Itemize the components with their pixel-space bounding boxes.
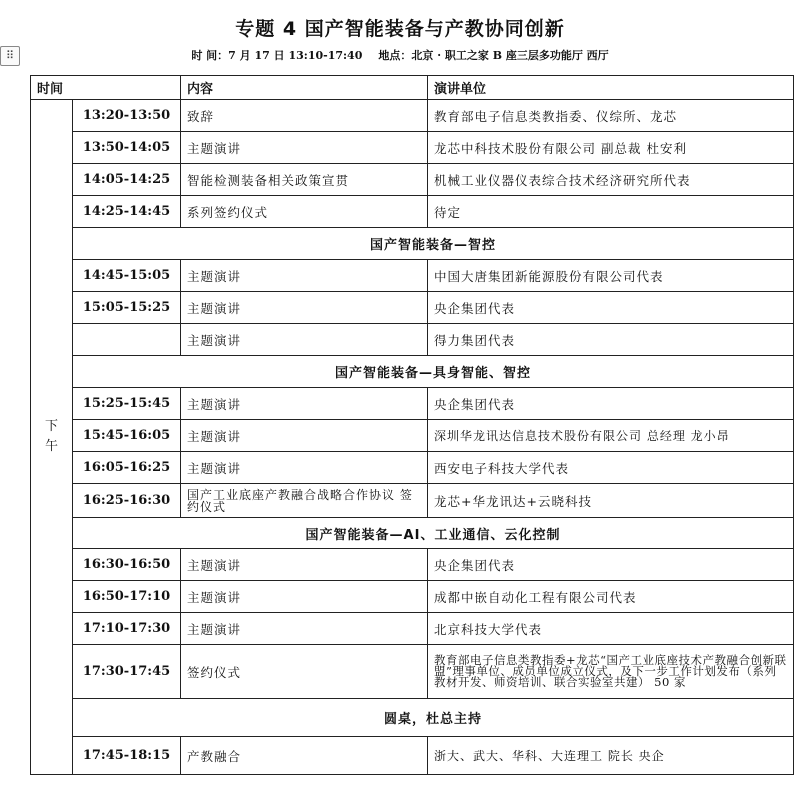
row-time: 15:45-16:05	[73, 420, 181, 452]
section-row	[31, 356, 794, 388]
row-time: 15:25-15:45	[73, 388, 181, 420]
drag-handle-icon[interactable]: ⠿	[0, 46, 20, 66]
table-row	[31, 196, 794, 228]
row-time: 15:05-15:25	[73, 292, 181, 324]
row-time	[73, 324, 181, 356]
row-content: 智能检测装备相关政策宣贯	[181, 164, 428, 196]
row-speaker: 西安电子科技大学代表	[428, 452, 794, 484]
table-row	[31, 581, 794, 613]
row-time: 14:05-14:25	[73, 164, 181, 196]
row-time: 16:05-16:25	[73, 452, 181, 484]
row-content: 主题演讲	[181, 420, 428, 452]
section-row	[31, 699, 794, 737]
row-content: 国产工业底座产教融合战略合作协议 签约仪式	[181, 484, 428, 518]
row-speaker: 待定	[428, 196, 794, 228]
table-row	[31, 549, 794, 581]
row-speaker: 央企集团代表	[428, 549, 794, 581]
row-speaker: 龙芯中科技术股份有限公司 副总裁 杜安利	[428, 132, 794, 164]
row-speaker: 机械工业仪器仪表综合技术经济研究所代表	[428, 164, 794, 196]
place-value: 北京 · 职工之家 B 座三层多功能厅 西厅	[411, 49, 609, 62]
row-content: 致辞	[181, 100, 428, 132]
row-speaker: 浙大、武大、华科、大连理工 院长 央企	[428, 737, 794, 775]
row-time: 13:50-14:05	[73, 132, 181, 164]
row-speaker: 北京科技大学代表	[428, 613, 794, 645]
section-heading: 圆桌，杜总主持	[73, 699, 794, 737]
row-speaker: 龙芯+华龙讯达+云晓科技	[428, 484, 794, 518]
table-row	[31, 292, 794, 324]
row-time: 17:10-17:30	[73, 613, 181, 645]
schedule-table	[30, 75, 794, 775]
row-content: 主题演讲	[181, 388, 428, 420]
row-content: 主题演讲	[181, 452, 428, 484]
section-heading: 国产智能装备—AI、工业通信、云化控制	[73, 518, 794, 549]
row-content: 主题演讲	[181, 292, 428, 324]
row-speaker: 央企集团代表	[428, 388, 794, 420]
row-content: 主题演讲	[181, 613, 428, 645]
table-row	[31, 164, 794, 196]
table-row	[31, 260, 794, 292]
table-row	[31, 484, 794, 518]
section-heading: 国产智能装备—具身智能、智控	[73, 356, 794, 388]
section-row	[31, 228, 794, 260]
row-speaker: 教育部电子信息类教指委+龙芯“国产工业底座技术产教融合创新联盟”理事单位、成员单位成立仪式，及下一步工作计划发布（系列教材开发、师资培训、联合实验室共建） 50 家	[428, 645, 794, 699]
row-content: 产教融合	[181, 737, 428, 775]
row-time: 16:25-16:30	[73, 484, 181, 518]
row-speaker: 成都中嵌自动化工程有限公司代表	[428, 581, 794, 613]
table-row	[31, 132, 794, 164]
table-row	[31, 613, 794, 645]
header-time: 时间	[31, 76, 181, 100]
row-content: 主题演讲	[181, 132, 428, 164]
table-row	[31, 388, 794, 420]
row-time: 16:30-16:50	[73, 549, 181, 581]
row-time: 17:30-17:45	[73, 645, 181, 699]
row-speaker: 央企集团代表	[428, 292, 794, 324]
row-content: 主题演讲	[181, 260, 428, 292]
table-row	[31, 737, 794, 775]
time-label: 时 间：	[191, 49, 229, 62]
table-row	[31, 452, 794, 484]
period-label: 下午	[44, 419, 58, 454]
header-content: 内容	[181, 76, 428, 100]
time-value: 7 月 17 日 13:10-17:40	[228, 49, 363, 62]
place-label: 地点：	[378, 49, 412, 62]
row-content: 主题演讲	[181, 581, 428, 613]
row-time: 13:20-13:50	[73, 100, 181, 132]
period-cell	[31, 100, 73, 775]
header-speaker: 演讲单位	[428, 76, 794, 100]
section-row	[31, 518, 794, 549]
table-row	[31, 100, 794, 132]
row-speaker: 得力集团代表	[428, 324, 794, 356]
row-speaker: 教育部电子信息类教指委、仪综所、龙芯	[428, 100, 794, 132]
row-time: 17:45-18:15	[73, 737, 181, 775]
table-row	[31, 645, 794, 699]
table-row	[31, 324, 794, 356]
row-time: 16:50-17:10	[73, 581, 181, 613]
event-info	[0, 47, 800, 63]
row-time: 14:45-15:05	[73, 260, 181, 292]
row-content: 系列签约仪式	[181, 196, 428, 228]
row-time: 14:25-14:45	[73, 196, 181, 228]
table-header-row	[31, 76, 794, 100]
row-content: 主题演讲	[181, 324, 428, 356]
table-row	[31, 420, 794, 452]
row-speaker: 深圳华龙讯达信息技术股份有限公司 总经理 龙小昂	[428, 420, 794, 452]
row-content: 签约仪式	[181, 645, 428, 699]
row-content: 主题演讲	[181, 549, 428, 581]
row-speaker: 中国大唐集团新能源股份有限公司代表	[428, 260, 794, 292]
section-heading: 国产智能装备—智控	[73, 228, 794, 260]
page-title: 专题 4 国产智能装备与产教协同创新	[235, 18, 565, 40]
